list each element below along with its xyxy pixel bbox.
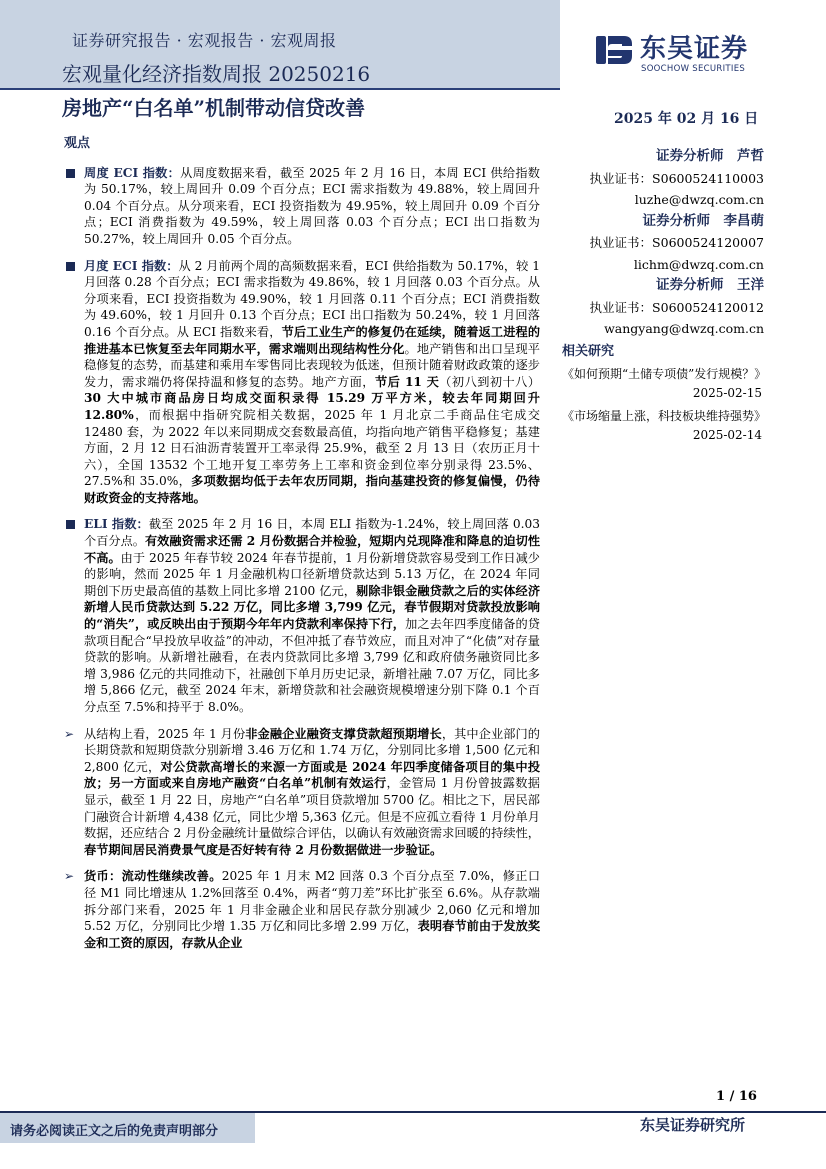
paragraph-monetary (64, 868, 540, 951)
paragraph-weekly-eci (64, 165, 540, 248)
paragraph-text: 从 2 月前两个周的高频数据来看，ECI 供给指数为 50.17%，较 1 月回落 0.28 个百分点；ECI 需求指数为 49.86%，较 1 月回落 0.03 个百分点。从分项来看，ECI 投资指数为 49.90%，较 1 月回落 0.11 个百分点；ECI 消费指数为 49.60%，较 1 月回升 0.13 个百分点；ECI 出口指数为 50.24%，较 1 月回落 0.16 个百分点。从 ECI 指数来看， (84, 258, 540, 339)
paragraph-label: 月度 ECI 指数： (84, 258, 179, 273)
analyst-name: 证券分析师 芦哲 (656, 148, 764, 164)
page-number: 1 / 16 (716, 1089, 757, 1104)
paragraph-emphasis: 剔除非银金融贷款之后的实体经济新增人民币贷款达到 5.22 万亿，同比多增 3,799 亿元，春节假期对贷款投放影响的“消失”，或反映出由于预期今年年内贷款利率保持下行， (84, 583, 541, 632)
analyst-entry (572, 211, 764, 276)
paragraph-emphasis: 30 大中城市商品房日均成交面积录得 15.29 万平方米，较去年同期回升 12.80% (84, 391, 540, 422)
analyst-cert: 执业证书：S0600524120007 (589, 235, 764, 250)
paragraph-text: 2025 年 1 月末 M2 回落 0.3 个百分点至 7.0%，修正口径 M1 同比增速从 1.2%回落至 0.4%，两者“剪刀差”环比扩张至 6.6%。从存款端拆分部门来看，2025 年 1 月非金融企业和居民存款分别减少 2,060 亿元和增加 5.52 万亿，分别同比少增 1.35 万亿和同比多增 2.99 万亿， (84, 869, 541, 934)
analyst-name: 证券分析师 李昌萌 (642, 212, 764, 229)
logo-text-en: SOOCHOW SECURITIES (641, 64, 746, 74)
square-bullet-icon (66, 169, 75, 178)
paragraph-text: 加之去年四季度储备的贷款项目配合“早投放早收益”的冲动，不但冲抵了春节效应，而且对冲了“化债”对存量贷款的影响。从新增社融看，在表内贷款同比多增 3,799 亿和政府债务融资同比多增 3,986 亿元的共同推动下，社融创下单月历史记录，新增社融 7.07 万亿，同比多增 5,866 亿元，截至 2024 年末，新增贷款和社会融资规模增速分别下降 0.1 个百分点至 7.5%和持平于 8.0%。 (84, 617, 540, 714)
paragraph-text: 由于 2025 年春节较 2024 年春节提前，1 月份新增贷款容易受到工作日减少的影响，然而 2025 年 1 月金融机构口径新增贷款达到 5.13 万亿，在 2024 年同期创下历史最高值的基数上同比多增 2100 亿元， (84, 550, 540, 598)
report-category: 证券研究报告 · 宏观报告 · 宏观周报 (72, 31, 337, 50)
arrow-bullet-icon: ➢ (64, 869, 75, 884)
related-item-title[interactable]: 《市场缩量上涨，科技板块维持强势》 (562, 409, 767, 423)
paragraph-text: 从周度数据来看，截至 2025 年 2 月 16 日，本周 ECI 供给指数为 50.17%，较上周回升 0.09 个百分点；ECI 需求指数为 49.88%，较上周回升 0.04 个百分点。从分项来看，ECI 投资指数为 49.95%，较上周回升 0.09 个百分点；ECI 消费指数为 49.59%，较上周回落 0.03 个百分点；ECI 出口指数为 50.27%，较上周回升 0.05 个百分点。 (84, 165, 540, 246)
company-logo (594, 28, 774, 74)
analyst-email[interactable]: wangyang@dwzq.com.cn (604, 321, 764, 336)
logo-text: 东吴证券 (640, 34, 749, 64)
analyst-email[interactable]: lichm@dwzq.com.cn (633, 256, 764, 272)
square-bullet-icon (66, 520, 75, 529)
paragraph-emphasis: 节后工业生产的修复仍在延续，随着返工进程的推进基本已恢复至去年同期水平，需求端则出现结构性分化 (84, 324, 541, 356)
paragraph-text: ，而根据中指研究院相关数据，2025 年 1 月北京二手商品住宅成交 12480 套，为 2022 年以来同期成交套数最高值，均指向地产销售平稳修复；基建方面，2 月 12 日石油沥青装置开工率录得 25.9%，截至 2 月 13 日（农历正月十六），全国 13532 个工地开复工率劳务上工率和资金到位率分别录得 23.5%、27.5%和 35.0%， (84, 407, 540, 489)
analyst-entry (572, 275, 764, 340)
header-divider (0, 88, 560, 90)
square-bullet-icon (66, 262, 75, 271)
footer-organization: 东吴证券研究所 (640, 1116, 746, 1134)
paragraph-emphasis: 有效融资需求还需 2 月份数据合并检验，短期内兑现降准和降息的迫切性不高。 (84, 534, 541, 565)
paragraph-text: （初八到初十八） (439, 374, 541, 389)
paragraph-text: 从结构上看，2025 年 1 月份 (84, 726, 246, 741)
paragraph-label: ELI 指数： (84, 517, 149, 532)
related-item-title[interactable]: 《如何预期“土储专项债”发行规模？》 (562, 367, 767, 381)
paragraph-emphasis: 非金融企业融资支撑贷款超预期增长 (245, 726, 442, 741)
report-series-title: 宏观量化经济指数周报 20250216 (62, 62, 371, 86)
related-item-date: 2025-02-15 (692, 386, 762, 400)
paragraph-text: ，其中企业部门的长期贷款和短期贷款分别新增 3.46 万亿和 1.74 万亿，分别同比多增 1,500 亿元和 2,800 亿元， (84, 726, 540, 774)
analyst-email[interactable]: luzhe@dwzq.com.cn (634, 192, 764, 207)
paragraph-eli (64, 516, 540, 715)
paragraph-emphasis: 节后 11 天 (374, 374, 440, 389)
paragraph-label: 周度 ECI 指数： (84, 165, 181, 180)
paragraph-emphasis: 对公贷款高增长的来源一方面或是 2024 年四季度储备项目的集中投放；另一方面或来自房地产融资“白名单”机制有效运行 (84, 759, 541, 791)
page-title: 房地产“白名单”机制带动信贷改善 (62, 96, 366, 120)
related-item-date: 2025-02-14 (692, 428, 762, 442)
paragraph-structure (64, 726, 540, 859)
analyst-list (572, 146, 764, 340)
paragraph-monthly-eci (64, 258, 540, 507)
analyst-entry (572, 146, 764, 211)
paragraph-text: 。地产销售和出口呈现平稳修复的态势，而基建和乘用车零售同比表现较为低迷，但预计随着财政政策的逐步发力，需求端仍将保持温和修复的态势。地产方面， (84, 341, 540, 389)
paragraph-emphasis: 流动性继续改善。 (121, 869, 222, 884)
analyst-name: 证券分析师 王洋 (656, 277, 764, 293)
paragraph-emphasis: 多项数据均低于去年农历同期，指向基建投资的修复偏慢，仍待财政资金的支持落地。 (84, 474, 541, 505)
disclaimer-note: 请务必阅读正文之后的免责声明部分 (10, 1124, 219, 1139)
paragraph-label: 货币： (84, 869, 122, 884)
soochow-logo-icon (594, 30, 634, 70)
paragraph-text: 截至 2025 年 2 月 16 日，本周 ELI 指数为-1.24%，较上周回落 0.03 个百分点。 (84, 517, 540, 549)
analyst-cert: 执业证书：S0600524120012 (589, 299, 764, 315)
main-content (64, 136, 540, 961)
analyst-cert: 执业证书：S0600524110003 (589, 170, 764, 186)
report-date: 2025 年 02 月 16 日 (614, 111, 759, 127)
paragraph-text: ，金管局 1 月份曾披露数据显示，截至 1 月 22 日，房地产“白名单”项目贷款增加 5700 亿。相比之下，居民部门融资合计新增 4,438 亿元，同比少增 5,363 亿元。但是不应孤立看待 1 月份单月数据，还应结合 2 月份金融统计量做综合评估，以确认有效融资需求回暖的持续性， (84, 776, 540, 841)
related-research (562, 342, 767, 449)
section-heading: 观点 (64, 136, 91, 151)
arrow-bullet-icon: ➢ (64, 726, 75, 741)
paragraph-emphasis: 春节期间居民消费景气度是否好转有待 2 月份数据做进一步验证。 (84, 842, 443, 857)
related-heading: 相关研究 (562, 344, 615, 359)
paragraph-emphasis: 表明春节前由于发放奖金和工资的原因，存款从企业 (84, 919, 541, 950)
